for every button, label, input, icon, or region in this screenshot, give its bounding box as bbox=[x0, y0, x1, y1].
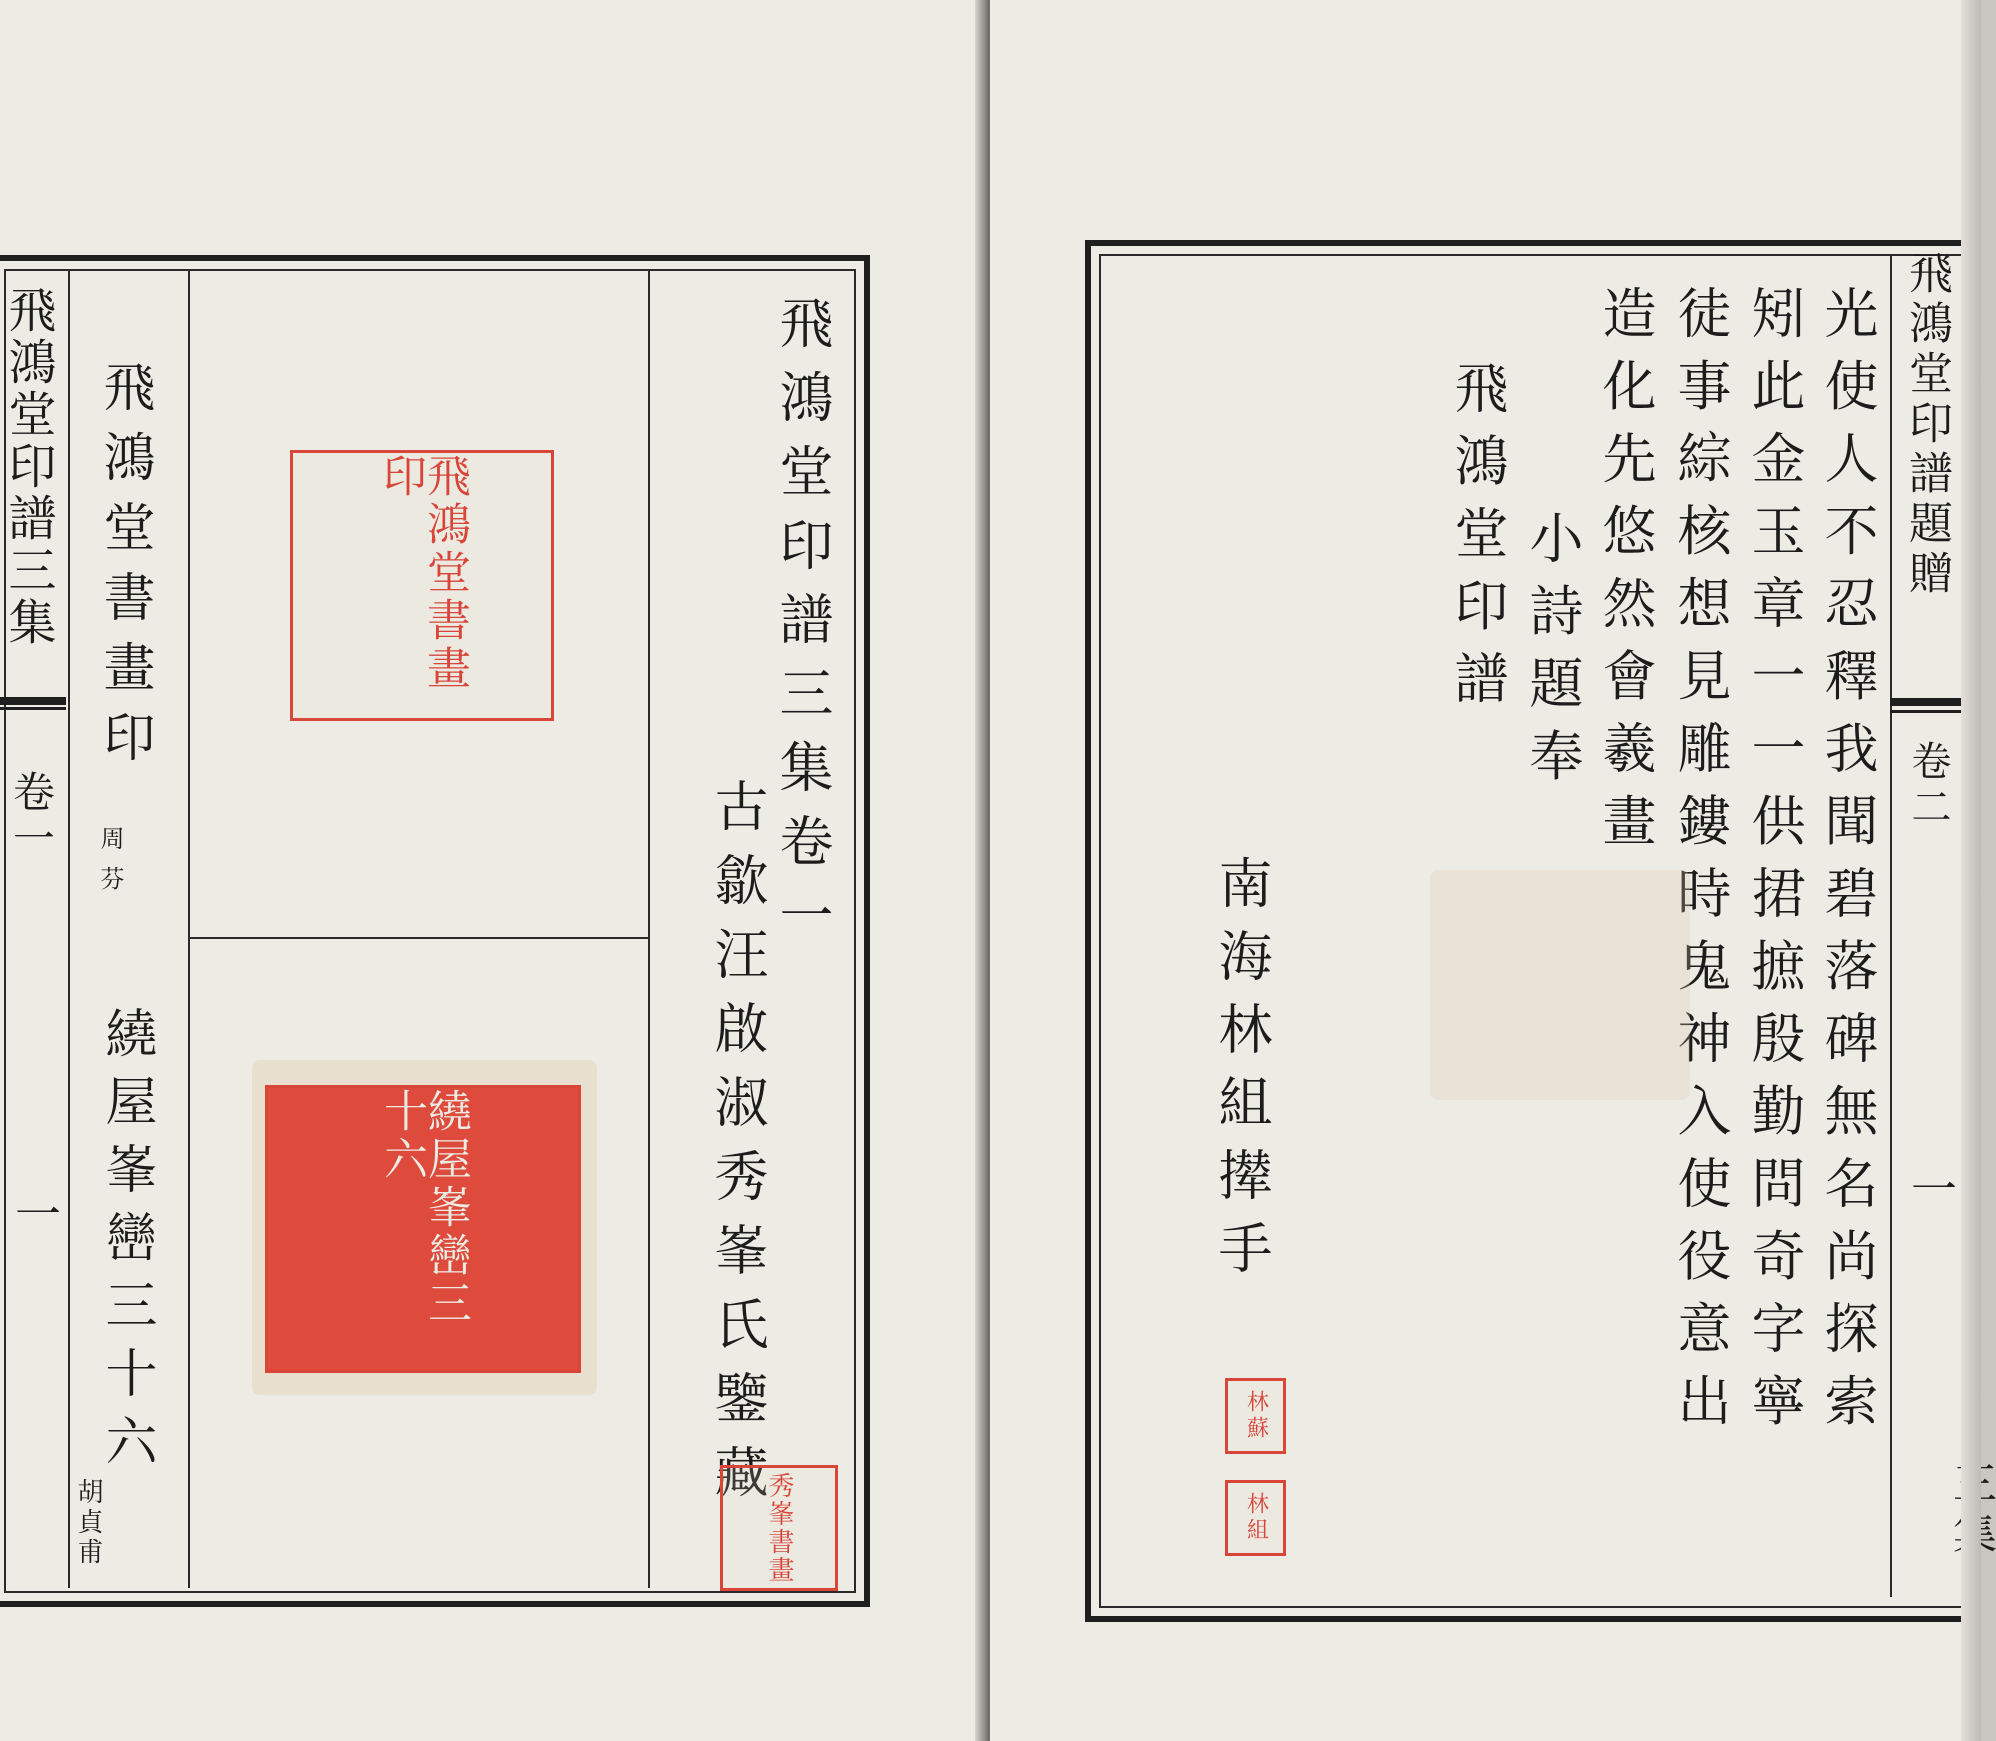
left-fold-page-number: 一 bbox=[8, 1190, 62, 1236]
collector-seal: 秀峯書畫 bbox=[720, 1465, 838, 1591]
signature-seal-top: 林蘇 bbox=[1225, 1378, 1286, 1454]
dedication-line-2: 飛鴻堂印譜 bbox=[1446, 360, 1509, 723]
left-page bbox=[0, 0, 985, 1741]
seal-carver-1: 周芬 bbox=[96, 826, 124, 906]
seal-carver-2: 胡貞甫 bbox=[73, 1478, 103, 1568]
seal-legend-1: 飛鴻堂書畫印 bbox=[94, 360, 154, 780]
right-page bbox=[990, 0, 1981, 1741]
dedication-line-1: 小詩題奉 bbox=[1521, 510, 1584, 800]
poem-column-2: 矧此金玉章一一供捃摭殷勤問奇字寧 bbox=[1743, 285, 1806, 1445]
right-fish-tail-title: 飛鴻堂印譜題贈 bbox=[1901, 250, 1952, 600]
seal-legend-2: 繞屋峯巒三十六 bbox=[96, 1006, 156, 1482]
poem-column-1: 光使人不忍釋我聞碧落碑無名尚探索 bbox=[1816, 285, 1879, 1445]
right-fish-tail-volume: 卷二 bbox=[1905, 740, 1951, 832]
left-fish-tail-title: 飛鴻堂印譜三集 bbox=[0, 285, 56, 649]
left-fish-tail-volume: 卷一 bbox=[7, 770, 56, 862]
seal-impression-bottom: 繞屋峯巒三十六 bbox=[265, 1085, 581, 1373]
signature-seal-bottom: 林組 bbox=[1225, 1480, 1286, 1556]
right-fold-page-number: 一 bbox=[1904, 1165, 1958, 1211]
poem-column-4: 造化先悠然會羲畫 bbox=[1594, 285, 1657, 865]
collection-title: 飛鴻堂印譜三集卷一 bbox=[771, 295, 834, 961]
compiler-line: 古歙汪啟淑秀峯氏鑒藏 bbox=[706, 778, 769, 1518]
book-right-edge bbox=[1961, 0, 1981, 1741]
seal-impression-top: 飛鴻堂書畫印 bbox=[290, 450, 554, 721]
signature: 南海林組撵手 bbox=[1210, 855, 1273, 1293]
poem-column-3: 徒事綜核想見雕鏤時鬼神入使役意出 bbox=[1669, 285, 1732, 1445]
